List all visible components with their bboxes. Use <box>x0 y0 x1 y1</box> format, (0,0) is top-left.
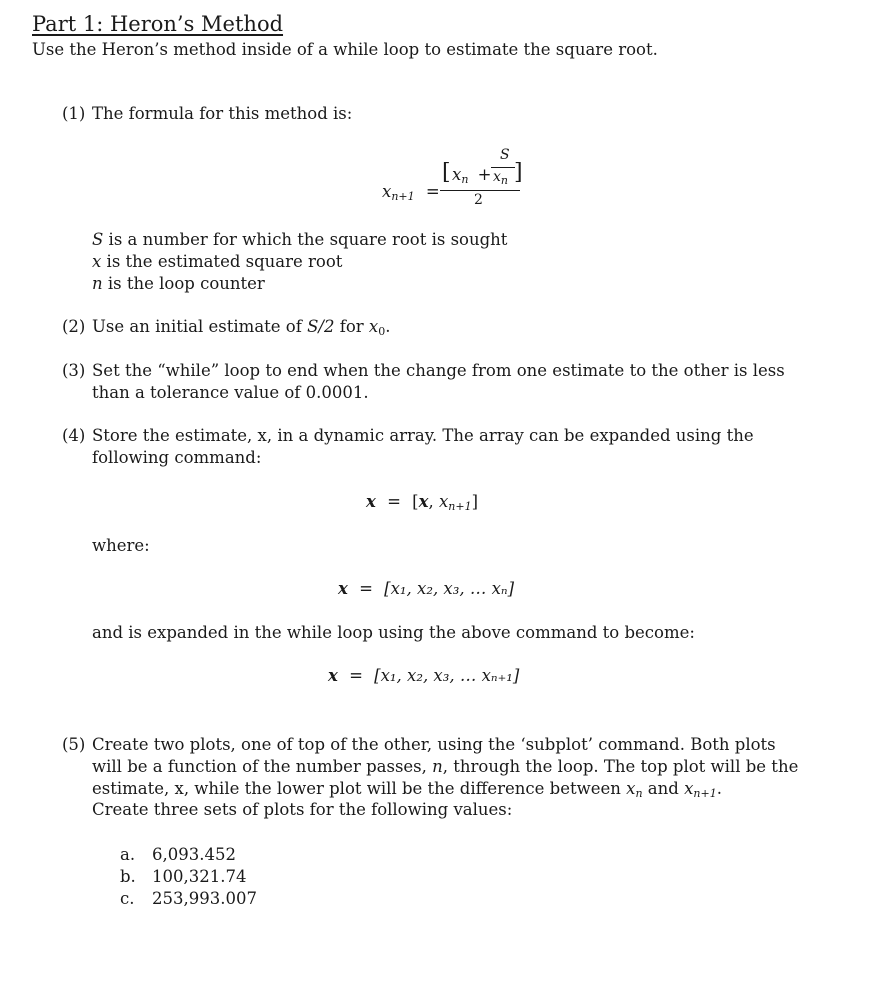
formula-num-sub: n <box>461 173 469 186</box>
item-5-line-4: Create three sets of plots for the following values: <box>92 800 513 819</box>
item-1-text: The formula for this method is: <box>92 104 353 123</box>
item-4-number: (4) <box>62 426 86 445</box>
item-4-line-2: following command: <box>92 448 262 467</box>
item-5-line-3: estimate, x, while the lower plot will be the difference between $x_n$ and $x_{n+1}$. <box>92 779 722 800</box>
item-5-number: (5) <box>62 735 86 754</box>
item-5-line-2: will be a function of the number passes, n, through the loop. The top plot will be the <box>92 757 799 776</box>
formula-inner-bar <box>491 167 515 168</box>
item-4-where: where: <box>92 536 150 555</box>
value-a: 6,093.452 <box>152 845 236 864</box>
value-c-letter: c. <box>120 889 135 908</box>
formula-bracket-open: [ <box>442 160 451 185</box>
equation-append: x = [x, $x_{n+1}$] <box>366 492 479 513</box>
item-3-line-1: Set the “while” loop to end when the change from one estimate to the other is less <box>92 361 785 380</box>
formula-lhs-sub: n+1 <box>391 190 415 203</box>
formula-inner-num: S <box>500 147 510 163</box>
definition-x: x is the estimated square root <box>92 252 343 271</box>
definition-s: S is a number for which the square root is sought <box>92 230 508 249</box>
value-c: 253,993.007 <box>152 889 257 908</box>
item-3-number: (3) <box>62 361 86 380</box>
formula-bracket-close: ] <box>514 160 523 185</box>
formula-main-bar <box>440 190 520 191</box>
formula-equals: = <box>425 182 440 201</box>
equation-expanded-array: x = [x₁, x₂, x₃, … xₙ₊₁] <box>328 666 520 685</box>
formula-num-var: x <box>452 165 462 184</box>
item-2-text: Use an initial estimate of S/2 for $x_0$. <box>92 317 391 338</box>
definition-n: n is the loop counter <box>92 274 265 293</box>
value-b: 100,321.74 <box>152 867 247 886</box>
item-5-line-1: Create two plots, one of top of the other, using the ‘subplot’ command. Both plots <box>92 735 776 754</box>
formula-inner-den-sub: n <box>500 174 508 187</box>
intro-text: Use the Heron’s method inside of a while loop to estimate the square root. <box>32 40 658 59</box>
item-3-line-2: than a tolerance value of 0.0001. <box>92 383 369 402</box>
item-1-number: (1) <box>62 104 86 123</box>
value-a-letter: a. <box>120 845 136 864</box>
formula-inner-den-var: x <box>493 169 501 185</box>
equation-array: x = [x₁, x₂, x₃, … xₙ] <box>338 579 515 598</box>
page-title: Part 1: Heron’s Method <box>32 12 284 36</box>
formula-plus: + <box>477 165 492 184</box>
formula-lhs-var: x <box>382 182 392 201</box>
item-4-line-1: Store the estimate, x, in a dynamic array. The array can be expanded using the <box>92 426 754 445</box>
item-2-number: (2) <box>62 317 86 336</box>
value-b-letter: b. <box>120 867 136 886</box>
item-4-expanded: and is expanded in the while loop using the above command to become: <box>92 623 695 642</box>
formula-denominator: 2 <box>474 192 483 208</box>
